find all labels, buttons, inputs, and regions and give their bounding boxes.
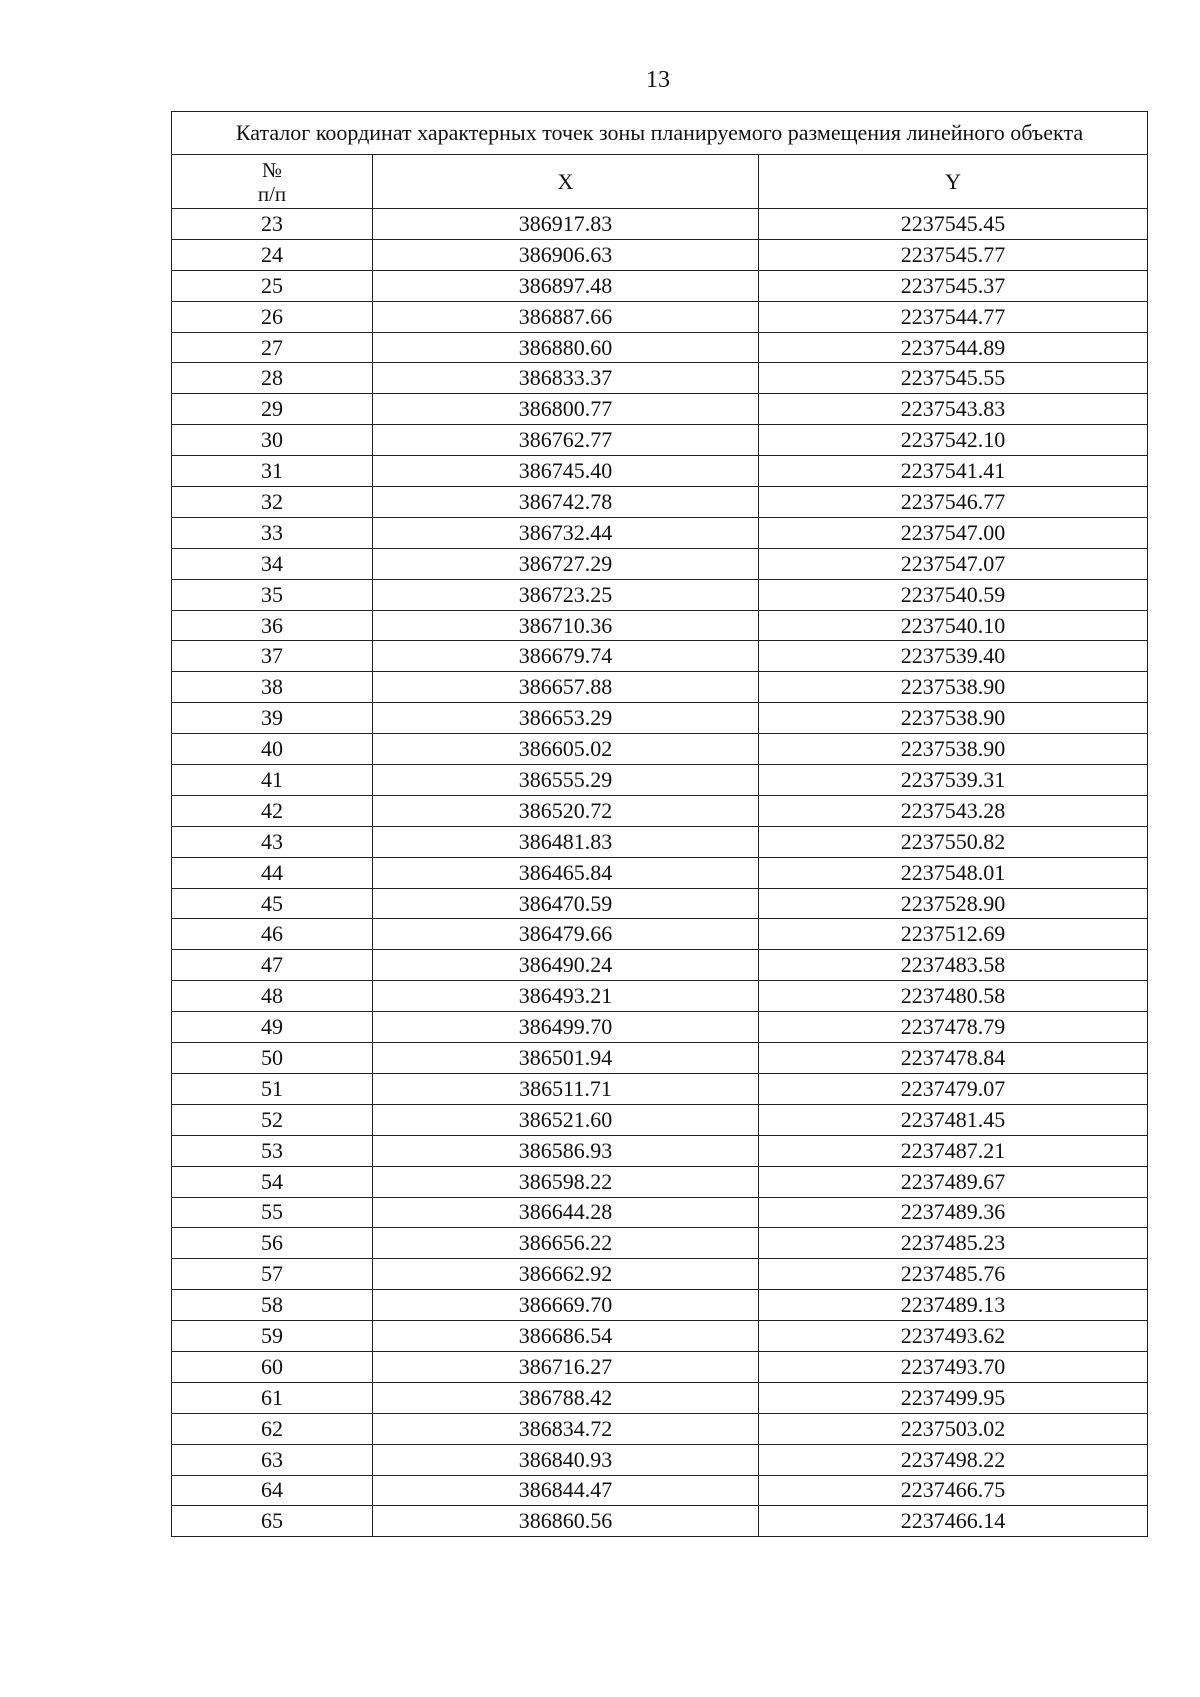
y-coordinate-cell: 2237542.10	[759, 425, 1148, 456]
point-number-cell: 65	[172, 1506, 373, 1537]
y-coordinate-cell: 2237546.77	[759, 487, 1148, 518]
table-row	[172, 301, 1148, 332]
point-number-cell: 30	[172, 425, 373, 456]
point-number-cell: 24	[172, 239, 373, 270]
table-row	[172, 1413, 1148, 1444]
y-coordinate-cell: 2237548.01	[759, 857, 1148, 888]
table-row	[172, 487, 1148, 518]
y-coordinate-cell: 2237479.07	[759, 1073, 1148, 1104]
y-coordinate-cell: 2237498.22	[759, 1444, 1148, 1475]
x-coordinate-cell: 386745.40	[373, 456, 759, 487]
x-coordinate-cell: 386493.21	[373, 981, 759, 1012]
x-coordinate-cell: 386465.84	[373, 857, 759, 888]
y-coordinate-cell: 2237499.95	[759, 1382, 1148, 1413]
table-row	[172, 1290, 1148, 1321]
x-coordinate-cell: 386686.54	[373, 1321, 759, 1352]
table-row	[172, 209, 1148, 240]
table-row	[172, 610, 1148, 641]
point-number-cell: 53	[172, 1135, 373, 1166]
point-number-cell: 37	[172, 641, 373, 672]
x-coordinate-cell: 386732.44	[373, 517, 759, 548]
x-coordinate-cell: 386742.78	[373, 487, 759, 518]
point-number-cell: 27	[172, 332, 373, 363]
x-coordinate-cell: 386662.92	[373, 1259, 759, 1290]
y-coordinate-cell: 2237481.45	[759, 1104, 1148, 1135]
y-coordinate-cell: 2237493.70	[759, 1351, 1148, 1382]
table-row	[172, 456, 1148, 487]
table-row	[172, 1321, 1148, 1352]
x-coordinate-cell: 386555.29	[373, 765, 759, 796]
table-row	[172, 1259, 1148, 1290]
y-coordinate-cell: 2237487.21	[759, 1135, 1148, 1166]
x-coordinate-cell: 386656.22	[373, 1228, 759, 1259]
x-coordinate-cell: 386669.70	[373, 1290, 759, 1321]
table-row	[172, 1166, 1148, 1197]
point-number-cell: 35	[172, 579, 373, 610]
table-row	[172, 981, 1148, 1012]
y-coordinate-cell: 2237503.02	[759, 1413, 1148, 1444]
point-number-cell: 25	[172, 270, 373, 301]
x-coordinate-cell: 386586.93	[373, 1135, 759, 1166]
table-row	[172, 239, 1148, 270]
y-coordinate-cell: 2237489.13	[759, 1290, 1148, 1321]
x-coordinate-cell: 386479.66	[373, 919, 759, 950]
point-number-cell: 39	[172, 703, 373, 734]
table-row	[172, 1351, 1148, 1382]
point-number-cell: 38	[172, 672, 373, 703]
table-row	[172, 734, 1148, 765]
x-coordinate-cell: 386470.59	[373, 888, 759, 919]
x-coordinate-cell: 386501.94	[373, 1043, 759, 1074]
table-row	[172, 857, 1148, 888]
x-coordinate-cell: 386833.37	[373, 363, 759, 394]
x-coordinate-cell: 386481.83	[373, 826, 759, 857]
x-coordinate-cell: 386521.60	[373, 1104, 759, 1135]
point-number-cell: 36	[172, 610, 373, 641]
table-row	[172, 1104, 1148, 1135]
y-coordinate-cell: 2237550.82	[759, 826, 1148, 857]
x-coordinate-cell: 386880.60	[373, 332, 759, 363]
y-coordinate-cell: 2237478.84	[759, 1043, 1148, 1074]
table-row	[172, 548, 1148, 579]
y-coordinate-cell: 2237478.79	[759, 1012, 1148, 1043]
y-coordinate-cell: 2237485.76	[759, 1259, 1148, 1290]
y-coordinate-cell: 2237540.10	[759, 610, 1148, 641]
point-number-cell: 41	[172, 765, 373, 796]
table-row	[172, 1475, 1148, 1506]
table-row	[172, 1444, 1148, 1475]
y-coordinate-cell: 2237528.90	[759, 888, 1148, 919]
table-row	[172, 1135, 1148, 1166]
table-row	[172, 795, 1148, 826]
y-coordinate-cell: 2237541.41	[759, 456, 1148, 487]
point-number-cell: 59	[172, 1321, 373, 1352]
point-number-cell: 32	[172, 487, 373, 518]
point-number-cell: 40	[172, 734, 373, 765]
y-coordinate-cell: 2237538.90	[759, 672, 1148, 703]
x-coordinate-cell: 386860.56	[373, 1506, 759, 1537]
x-coordinate-cell: 386653.29	[373, 703, 759, 734]
x-coordinate-cell: 386897.48	[373, 270, 759, 301]
y-coordinate-cell: 2237539.40	[759, 641, 1148, 672]
x-coordinate-cell: 386800.77	[373, 394, 759, 425]
table-row	[172, 1382, 1148, 1413]
table-row	[172, 1228, 1148, 1259]
column-header-y: Y	[759, 155, 1148, 209]
point-number-cell: 47	[172, 950, 373, 981]
point-number-cell: 26	[172, 301, 373, 332]
x-coordinate-cell: 386840.93	[373, 1444, 759, 1475]
column-header-number-abbrev: п/п	[257, 181, 287, 206]
y-coordinate-cell: 2237512.69	[759, 919, 1148, 950]
column-header-x: X	[373, 155, 759, 209]
table-row	[172, 950, 1148, 981]
column-header-number	[172, 155, 373, 209]
point-number-cell: 57	[172, 1259, 373, 1290]
x-coordinate-cell: 386834.72	[373, 1413, 759, 1444]
table-row	[172, 765, 1148, 796]
page-number: 13	[646, 67, 670, 93]
table-row	[172, 363, 1148, 394]
y-coordinate-cell: 2237489.36	[759, 1197, 1148, 1228]
point-number-cell: 52	[172, 1104, 373, 1135]
table-row	[172, 517, 1148, 548]
point-number-cell: 23	[172, 209, 373, 240]
point-number-cell: 54	[172, 1166, 373, 1197]
y-coordinate-cell: 2237480.58	[759, 981, 1148, 1012]
point-number-cell: 43	[172, 826, 373, 857]
x-coordinate-cell: 386490.24	[373, 950, 759, 981]
x-coordinate-cell: 386657.88	[373, 672, 759, 703]
x-coordinate-cell: 386762.77	[373, 425, 759, 456]
point-number-cell: 55	[172, 1197, 373, 1228]
x-coordinate-cell: 386844.47	[373, 1475, 759, 1506]
point-number-cell: 48	[172, 981, 373, 1012]
point-number-cell: 44	[172, 857, 373, 888]
x-coordinate-cell: 386723.25	[373, 579, 759, 610]
table-row	[172, 1012, 1148, 1043]
table-row	[172, 1043, 1148, 1074]
point-number-cell: 50	[172, 1043, 373, 1074]
y-coordinate-cell: 2237544.89	[759, 332, 1148, 363]
table-row	[172, 641, 1148, 672]
table-row	[172, 332, 1148, 363]
x-coordinate-cell: 386906.63	[373, 239, 759, 270]
y-coordinate-cell: 2237539.31	[759, 765, 1148, 796]
table-row	[172, 1506, 1148, 1537]
table-row	[172, 425, 1148, 456]
y-coordinate-cell: 2237544.77	[759, 301, 1148, 332]
point-number-cell: 33	[172, 517, 373, 548]
x-coordinate-cell: 386727.29	[373, 548, 759, 579]
y-coordinate-cell: 2237466.14	[759, 1506, 1148, 1537]
table-row	[172, 888, 1148, 919]
y-coordinate-cell: 2237547.07	[759, 548, 1148, 579]
y-coordinate-cell: 2237545.55	[759, 363, 1148, 394]
table-caption: Каталог координат характерных точек зоны планируемого размещения линейного объекта	[172, 112, 1148, 155]
y-coordinate-cell: 2237466.75	[759, 1475, 1148, 1506]
x-coordinate-cell: 386520.72	[373, 795, 759, 826]
point-number-cell: 28	[172, 363, 373, 394]
coordinate-catalog-table	[171, 111, 1148, 1537]
x-coordinate-cell: 386710.36	[373, 610, 759, 641]
column-header-number-symbol: №	[261, 157, 283, 182]
y-coordinate-cell: 2237538.90	[759, 734, 1148, 765]
point-number-cell: 34	[172, 548, 373, 579]
point-number-cell: 42	[172, 795, 373, 826]
table-row	[172, 270, 1148, 301]
x-coordinate-cell: 386499.70	[373, 1012, 759, 1043]
table-row	[172, 1073, 1148, 1104]
point-number-cell: 49	[172, 1012, 373, 1043]
point-number-cell: 31	[172, 456, 373, 487]
y-coordinate-cell: 2237543.83	[759, 394, 1148, 425]
point-number-cell: 45	[172, 888, 373, 919]
y-coordinate-cell: 2237493.62	[759, 1321, 1148, 1352]
x-coordinate-cell: 386788.42	[373, 1382, 759, 1413]
table-row	[172, 579, 1148, 610]
point-number-cell: 46	[172, 919, 373, 950]
y-coordinate-cell: 2237540.59	[759, 579, 1148, 610]
y-coordinate-cell: 2237489.67	[759, 1166, 1148, 1197]
point-number-cell: 60	[172, 1351, 373, 1382]
x-coordinate-cell: 386511.71	[373, 1073, 759, 1104]
x-coordinate-cell: 386716.27	[373, 1351, 759, 1382]
point-number-cell: 29	[172, 394, 373, 425]
y-coordinate-cell: 2237547.00	[759, 517, 1148, 548]
y-coordinate-cell: 2237545.45	[759, 209, 1148, 240]
x-coordinate-cell: 386917.83	[373, 209, 759, 240]
table-row	[172, 703, 1148, 734]
y-coordinate-cell: 2237483.58	[759, 950, 1148, 981]
point-number-cell: 62	[172, 1413, 373, 1444]
point-number-cell: 58	[172, 1290, 373, 1321]
y-coordinate-cell: 2237485.23	[759, 1228, 1148, 1259]
point-number-cell: 64	[172, 1475, 373, 1506]
table-row	[172, 919, 1148, 950]
y-coordinate-cell: 2237545.77	[759, 239, 1148, 270]
table-row	[172, 672, 1148, 703]
y-coordinate-cell: 2237538.90	[759, 703, 1148, 734]
point-number-cell: 56	[172, 1228, 373, 1259]
table-body	[172, 209, 1148, 1537]
point-number-cell: 51	[172, 1073, 373, 1104]
y-coordinate-cell: 2237545.37	[759, 270, 1148, 301]
table-row	[172, 826, 1148, 857]
table-row	[172, 394, 1148, 425]
point-number-cell: 63	[172, 1444, 373, 1475]
table-row	[172, 1197, 1148, 1228]
x-coordinate-cell: 386679.74	[373, 641, 759, 672]
point-number-cell: 61	[172, 1382, 373, 1413]
x-coordinate-cell: 386644.28	[373, 1197, 759, 1228]
x-coordinate-cell: 386598.22	[373, 1166, 759, 1197]
x-coordinate-cell: 386887.66	[373, 301, 759, 332]
x-coordinate-cell: 386605.02	[373, 734, 759, 765]
y-coordinate-cell: 2237543.28	[759, 795, 1148, 826]
